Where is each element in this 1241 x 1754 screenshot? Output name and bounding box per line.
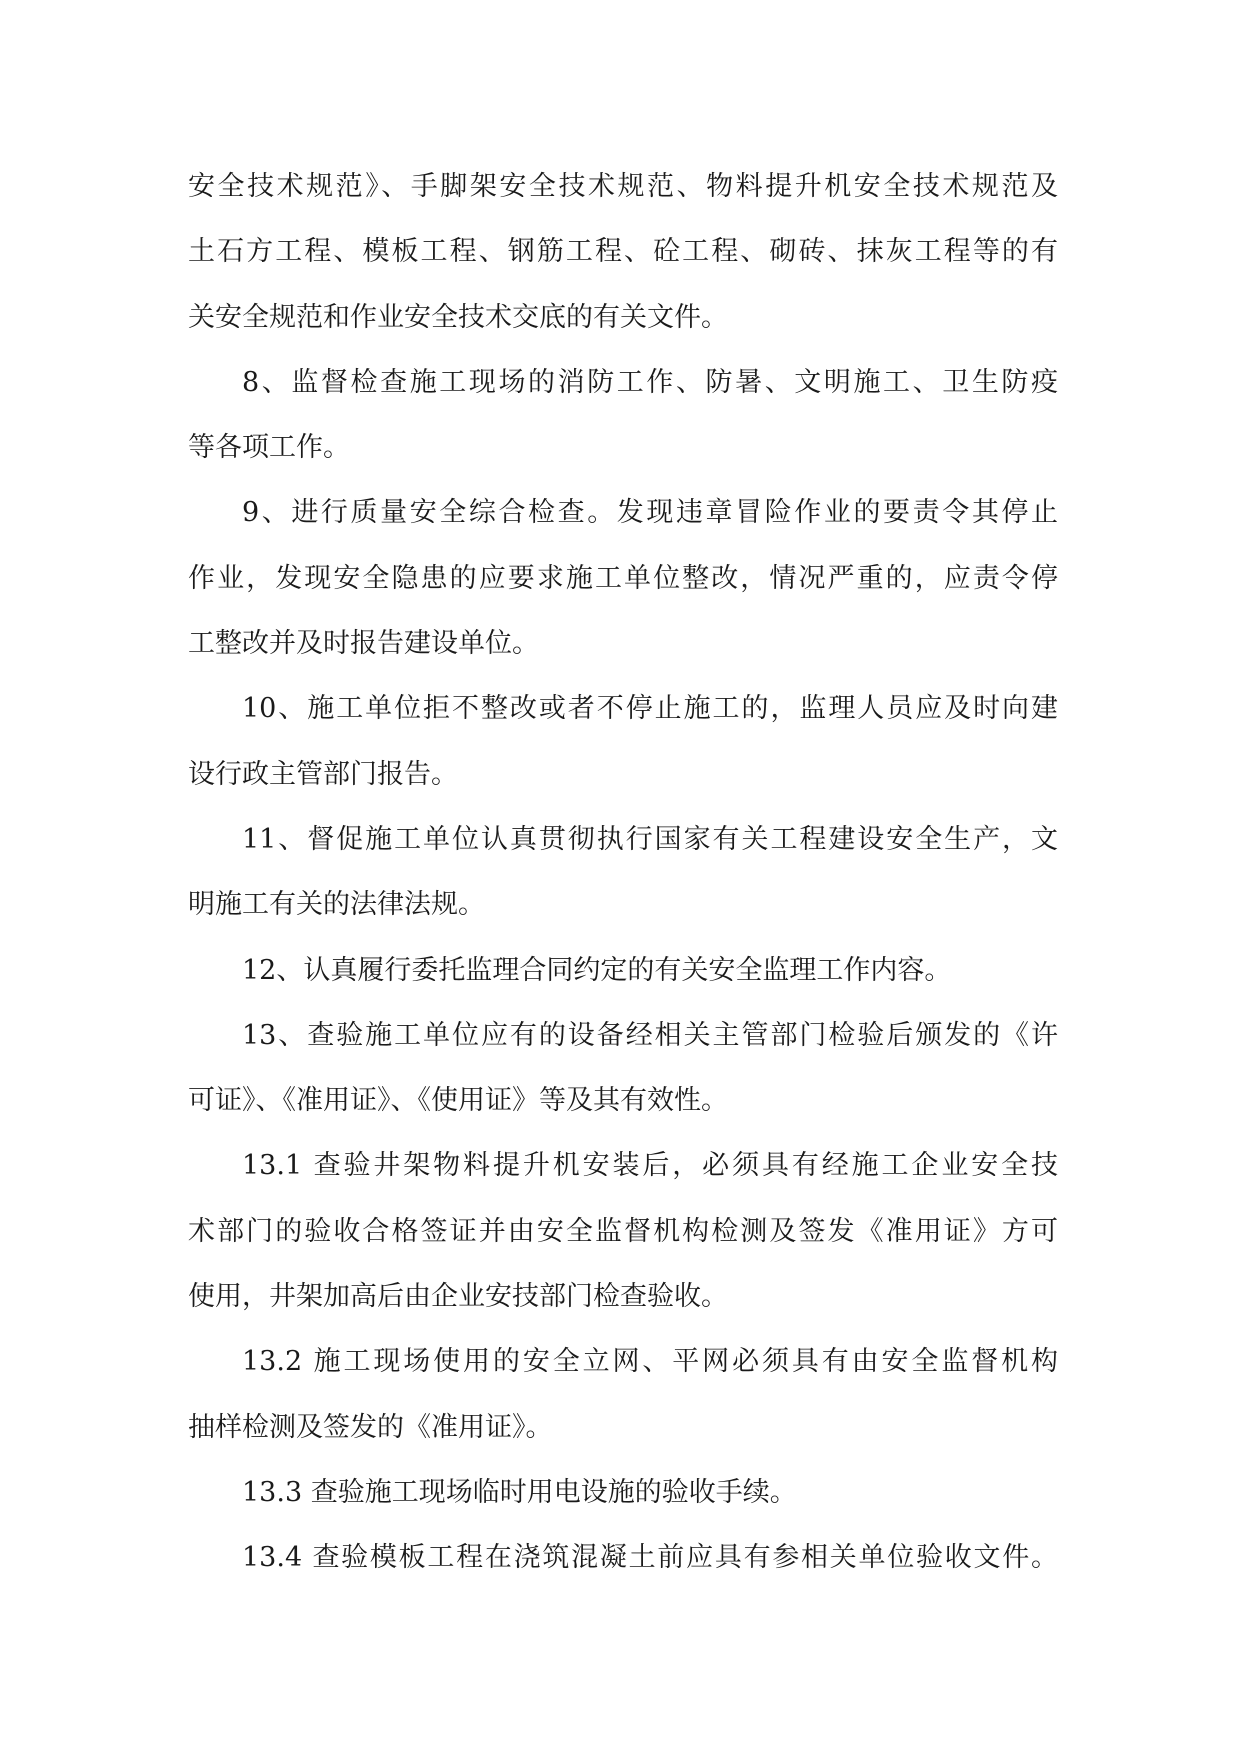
text-line: 13.3 查验施工现场临时用电设施的验收手续。 (242, 1476, 797, 1508)
text-line: 8、监督检查施工现场的消防工作、防暑、文明施工、卫生防疫 (242, 366, 1058, 398)
text-line: 13.1 查验井架物料提升机安装后，必须具有经施工企业安全技 (242, 1150, 1058, 1182)
text-line: 10、施工单位拒不整改或者不停止施工的，监理人员应及时向建 (242, 693, 1058, 725)
text-line: 12、认真履行委托监理合同约定的有关安全监理工作内容。 (242, 954, 952, 986)
text-line: 等各项工作。 (188, 432, 350, 464)
text-line: 安全技术规范》、手脚架安全技术规范、物料提升机安全技术规范及 (188, 171, 1058, 202)
text-line: 13.4 查验模板工程在浇筑混凝土前应具有参相关单位验收文件。 (242, 1542, 1058, 1574)
text-line: 11、督促施工单位认真贯彻执行国家有关工程建设安全生产，文 (242, 823, 1058, 855)
text-line: 13、查验施工单位应有的设备经相关主管部门检验后颁发的《许 (242, 1019, 1058, 1051)
text-line: 术部门的验收合格签证并由安全监督机构检测及签发《准用证》方可 (188, 1215, 1058, 1247)
text-line: 关安全规范和作业安全技术交底的有关文件。 (188, 301, 728, 333)
text-line: 作业，发现安全隐患的应要求施工单位整改，情况严重的，应责令停 (188, 562, 1058, 594)
text-line: 设行政主管部门报告。 (188, 758, 458, 790)
text-line: 土石方工程、模板工程、钢筋工程、砼工程、砌砖、抹灰工程等的有 (188, 236, 1058, 268)
document-body (188, 154, 1058, 1591)
text-line: 可证》、《准用证》、《使用证》等及其有效性。 (188, 1085, 728, 1117)
text-line: 13.2 施工现场使用的安全立网、平网必须具有由安全监督机构 (242, 1346, 1058, 1378)
text-line: 抽样检测及签发的《准用证》。 (188, 1411, 553, 1443)
text-line: 使用，井架加高后由企业安技部门检查验收。 (188, 1281, 728, 1313)
text-line: 工整改并及时报告建设单位。 (188, 628, 539, 660)
text-line: 9、进行质量安全综合检查。发现违章冒险作业的要责令其停止 (242, 497, 1058, 529)
text-line: 明施工有关的法律法规。 (188, 889, 485, 921)
